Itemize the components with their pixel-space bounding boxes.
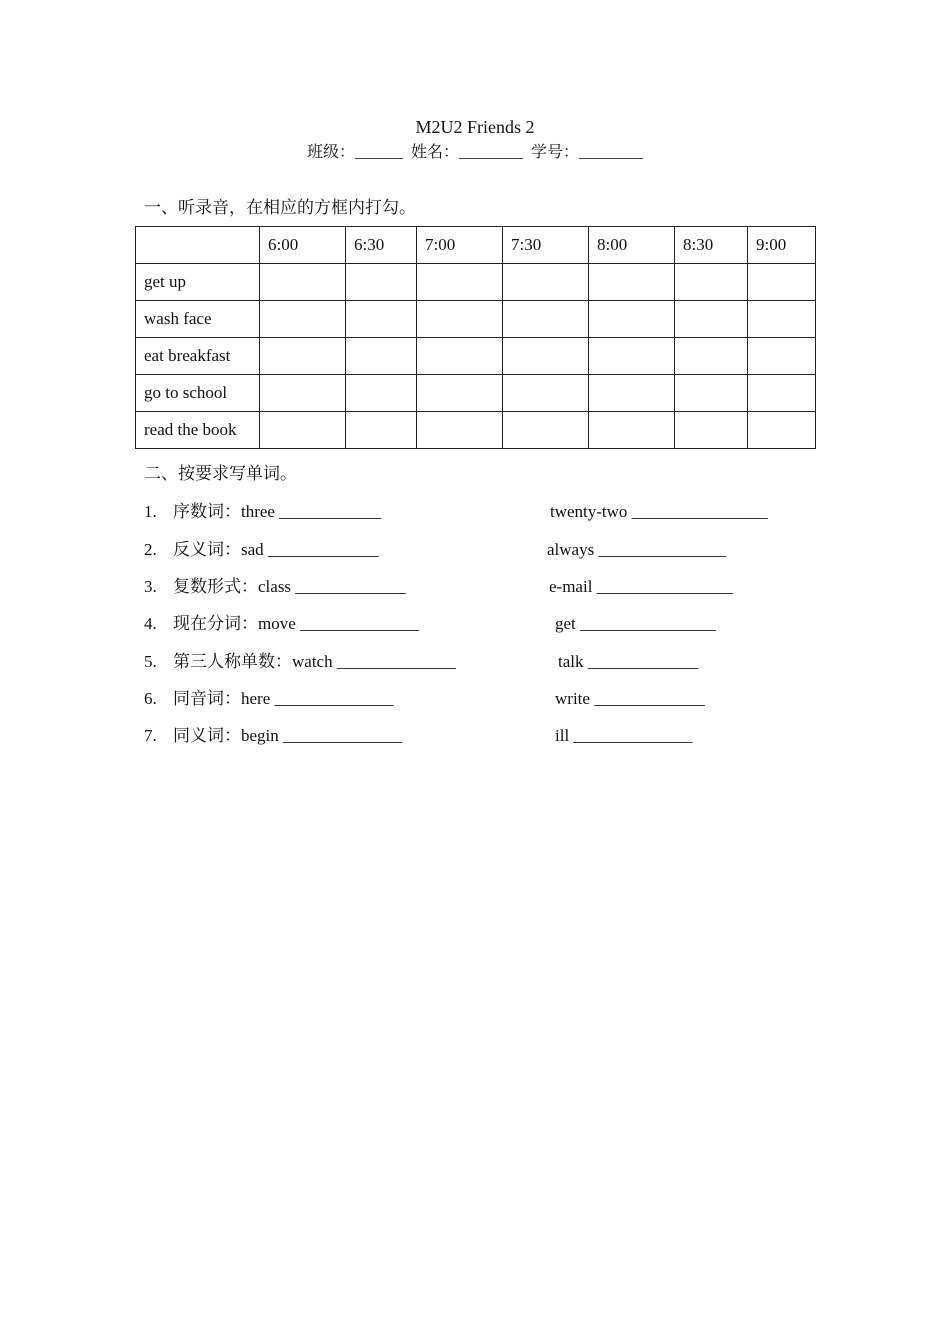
- item-prompt: 同音词：here: [173, 689, 271, 708]
- item-prompt: 复数形式：class: [173, 577, 292, 596]
- item-number: 2.: [144, 540, 157, 559]
- check-cell[interactable]: [748, 375, 816, 412]
- time-header: 9:00: [748, 227, 816, 264]
- check-cell[interactable]: [589, 338, 675, 375]
- check-cell[interactable]: [260, 301, 346, 338]
- item-word: get: [555, 614, 576, 633]
- item-word: ill: [555, 726, 570, 745]
- answer-blank[interactable]: ________________: [580, 614, 717, 633]
- activity-label: read the book: [136, 412, 260, 449]
- exercise-item: [0, 537, 950, 563]
- activity-label: eat breakfast: [136, 338, 260, 375]
- answer-blank[interactable]: ________________: [596, 577, 733, 596]
- exercise-item: [0, 686, 950, 712]
- class-label: 班级：: [306, 144, 355, 161]
- check-cell[interactable]: [675, 338, 748, 375]
- activity-label: get up: [136, 264, 260, 301]
- check-cell[interactable]: [589, 264, 675, 301]
- check-cell[interactable]: [260, 338, 346, 375]
- check-cell[interactable]: [675, 375, 748, 412]
- item-word: e-mail: [549, 577, 593, 596]
- item-word: write: [555, 689, 590, 708]
- check-cell[interactable]: [675, 264, 748, 301]
- answer-blank[interactable]: ______________: [336, 652, 456, 671]
- table-row: [136, 412, 816, 449]
- time-header: 7:30: [503, 227, 589, 264]
- check-cell[interactable]: [346, 264, 417, 301]
- answer-blank[interactable]: _____________: [594, 689, 705, 708]
- name-label: 姓名：: [410, 144, 459, 161]
- check-cell[interactable]: [675, 412, 748, 449]
- table-row: [136, 375, 816, 412]
- answer-blank[interactable]: ______________: [300, 614, 420, 633]
- answer-blank[interactable]: _____________: [587, 652, 699, 671]
- id-label: 学号：: [531, 144, 580, 161]
- exercise-item: [0, 723, 950, 749]
- answer-blank[interactable]: ______________: [274, 689, 394, 708]
- item-number: 1.: [144, 502, 157, 521]
- id-blank[interactable]: ________: [579, 144, 644, 161]
- item-word: always: [547, 540, 595, 559]
- answer-blank[interactable]: _______________: [598, 540, 726, 559]
- check-cell[interactable]: [346, 301, 417, 338]
- item-number: 3.: [144, 577, 157, 596]
- section-1-heading: 一、听录音，在相应的方框内打勾。: [144, 198, 416, 217]
- section-2-heading: 二、按要求写单词。: [144, 464, 297, 483]
- answer-blank[interactable]: ______________: [283, 726, 403, 745]
- table-corner-cell: [136, 227, 260, 264]
- check-cell[interactable]: [260, 375, 346, 412]
- item-word: twenty-two: [550, 502, 628, 521]
- check-cell[interactable]: [503, 338, 589, 375]
- table-row: [136, 301, 816, 338]
- answer-blank[interactable]: _____________: [267, 540, 379, 559]
- check-cell[interactable]: [589, 412, 675, 449]
- answer-blank[interactable]: _____________: [295, 577, 406, 596]
- table-row: [136, 264, 816, 301]
- check-cell[interactable]: [260, 412, 346, 449]
- check-cell[interactable]: [748, 338, 816, 375]
- exercise-item: [0, 649, 950, 675]
- check-cell[interactable]: [417, 338, 503, 375]
- time-header: 7:00: [417, 227, 503, 264]
- check-cell[interactable]: [417, 375, 503, 412]
- item-prompt: 现在分词：move: [173, 614, 296, 633]
- check-cell[interactable]: [589, 301, 675, 338]
- student-info-line: [0, 142, 950, 164]
- item-prompt: 同义词：begin: [173, 726, 279, 745]
- check-cell[interactable]: [417, 412, 503, 449]
- exercise-item: [0, 611, 950, 637]
- answer-blank[interactable]: ____________: [279, 502, 382, 521]
- name-blank[interactable]: ________: [459, 144, 523, 161]
- item-number: 4.: [144, 614, 157, 633]
- activity-label: wash face: [136, 301, 260, 338]
- time-header: 6:30: [346, 227, 417, 264]
- page-title: M2U2 Friends 2: [415, 117, 535, 137]
- item-number: 6.: [144, 689, 157, 708]
- time-header: 8:30: [675, 227, 748, 264]
- check-cell[interactable]: [748, 301, 816, 338]
- check-cell[interactable]: [675, 301, 748, 338]
- check-cell[interactable]: [748, 412, 816, 449]
- item-prompt: 第三人称单数：watch: [173, 652, 333, 671]
- check-cell[interactable]: [503, 301, 589, 338]
- time-header: 8:00: [589, 227, 675, 264]
- check-cell[interactable]: [346, 338, 417, 375]
- answer-blank[interactable]: ________________: [631, 502, 768, 521]
- check-cell[interactable]: [346, 375, 417, 412]
- check-cell[interactable]: [748, 264, 816, 301]
- check-cell[interactable]: [346, 412, 417, 449]
- activity-label: go to school: [136, 375, 260, 412]
- check-cell[interactable]: [417, 264, 503, 301]
- item-number: 5.: [144, 652, 157, 671]
- answer-blank[interactable]: ______________: [573, 726, 693, 745]
- check-cell[interactable]: [503, 375, 589, 412]
- check-cell[interactable]: [417, 301, 503, 338]
- item-prompt: 序数词：three: [173, 502, 275, 521]
- exercise-item: [0, 499, 950, 525]
- exercise-item: [0, 574, 950, 600]
- schedule-table: [135, 226, 816, 449]
- table-header-row: [136, 227, 816, 264]
- class-blank[interactable]: ______: [354, 144, 403, 161]
- check-cell[interactable]: [503, 412, 589, 449]
- item-word: talk: [558, 652, 584, 671]
- check-cell[interactable]: [589, 375, 675, 412]
- item-number: 7.: [144, 726, 157, 745]
- item-prompt: 反义词：sad: [173, 540, 264, 559]
- table-row: [136, 338, 816, 375]
- check-cell[interactable]: [260, 264, 346, 301]
- check-cell[interactable]: [503, 264, 589, 301]
- time-header: 6:00: [260, 227, 346, 264]
